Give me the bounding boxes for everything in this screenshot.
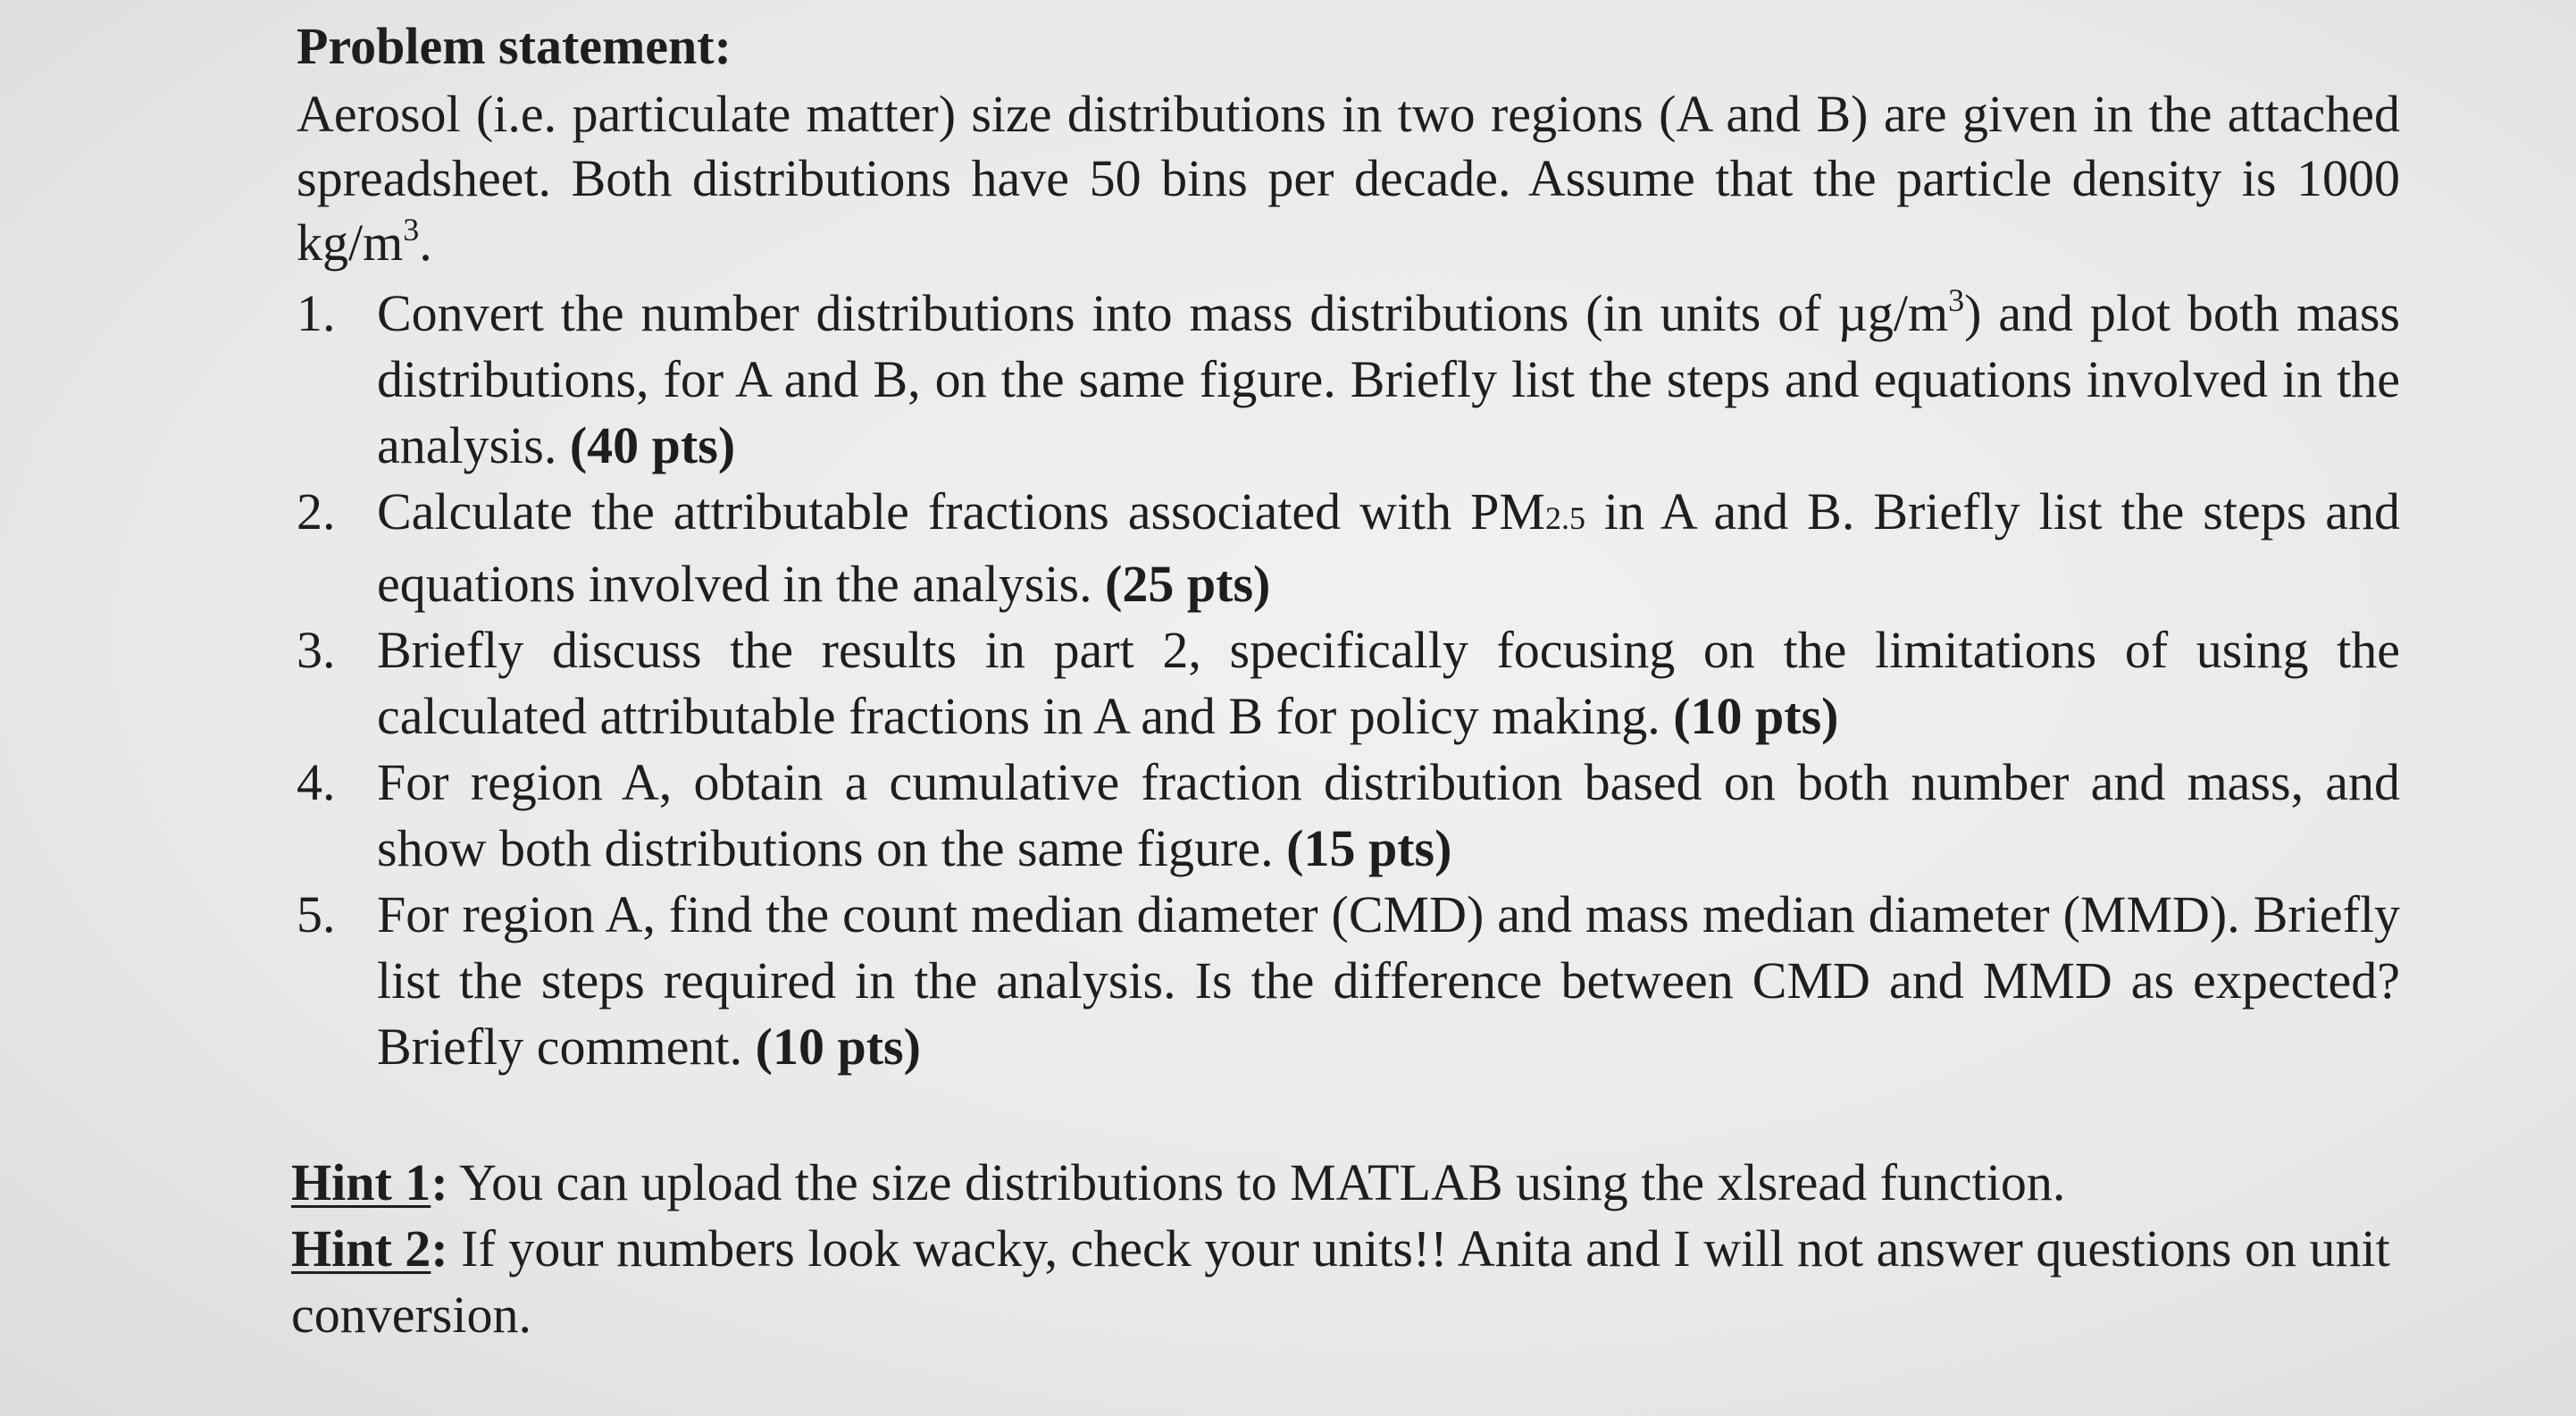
- task-item-5: [297, 882, 2400, 1080]
- hints-section: [291, 1150, 2405, 1348]
- hint-colon: :: [431, 1153, 448, 1211]
- hint-label: [291, 1219, 448, 1278]
- hint-label-text: Hint 2: [291, 1219, 431, 1278]
- task-text-continued: ) and plot both mass distributions, for A and B, on the same figure. Briefly list the steps and equations involved in the analysis.: [377, 284, 2400, 474]
- task-points: (15 pts): [1286, 819, 1452, 877]
- task-number: 4.: [297, 753, 336, 811]
- task-item-4: [297, 750, 2400, 882]
- task-points: (10 pts): [1673, 687, 1839, 745]
- task-text: For region A, find the count median diameter (CMD) and mass median diameter (MMD). Briefly list the steps required in the analysis. Is the difference between CMD and MMD as expected? Briefly comment.: [377, 885, 2400, 1076]
- problem-intro: [297, 82, 2400, 275]
- hint-label-text: Hint 1: [291, 1153, 431, 1211]
- task-points: (25 pts): [1105, 555, 1271, 613]
- task-item-1: [297, 281, 2400, 479]
- problem-sheet: [291, 17, 2405, 1348]
- task-points: (10 pts): [755, 1018, 921, 1076]
- task-points: (40 pts): [569, 416, 736, 474]
- task-item-3: [297, 617, 2400, 750]
- hint-colon: :: [431, 1219, 448, 1278]
- hint-2: [291, 1216, 2399, 1348]
- intro-end: .: [419, 214, 432, 272]
- hint-text: You can upload the size distributions to MATLAB using the xlsread function.: [447, 1153, 2066, 1211]
- task-item-2: [297, 479, 2400, 617]
- intro-text: Aerosol (i.e. particulate matter) size distributions in two regions (A and B) are given in the attached spreadsheet. Both distributions have 50 bins per decade. Assume that the particle density is 1000 kg/m: [297, 85, 2400, 272]
- hint-text: If your numbers look wacky, check your units!! Anita and I will not answer questions on unit conversion.: [291, 1219, 2390, 1344]
- task-superscript: 3: [1948, 282, 1965, 318]
- task-number: 1.: [297, 284, 336, 342]
- problem-title: Problem statement:: [297, 17, 732, 75]
- hint-label: [291, 1153, 448, 1211]
- task-text: For region A, obtain a cumulative fraction distribution based on both number and mass, and show both distributions on the same figure.: [377, 753, 2400, 877]
- task-text: Calculate the attributable fractions associated with PM: [377, 482, 1545, 540]
- task-subscript: 2.5: [1544, 500, 1585, 536]
- task-list: [297, 281, 2405, 1080]
- task-number: 5.: [297, 885, 336, 943]
- task-text: Convert the number distributions into mass distributions (in units of µg/m: [377, 284, 1949, 342]
- task-text-continued: in A and B. Briefly list the steps and equations involved in the analysis.: [377, 482, 2400, 613]
- task-number: 3.: [297, 621, 336, 679]
- intro-superscript: 3: [403, 212, 420, 247]
- task-text: Briefly discuss the results in part 2, specifically focusing on the limitations of using the calculated attributable fractions in A and B for policy making.: [377, 621, 2400, 745]
- task-number: 2.: [297, 482, 336, 540]
- hint-1: [291, 1150, 2399, 1216]
